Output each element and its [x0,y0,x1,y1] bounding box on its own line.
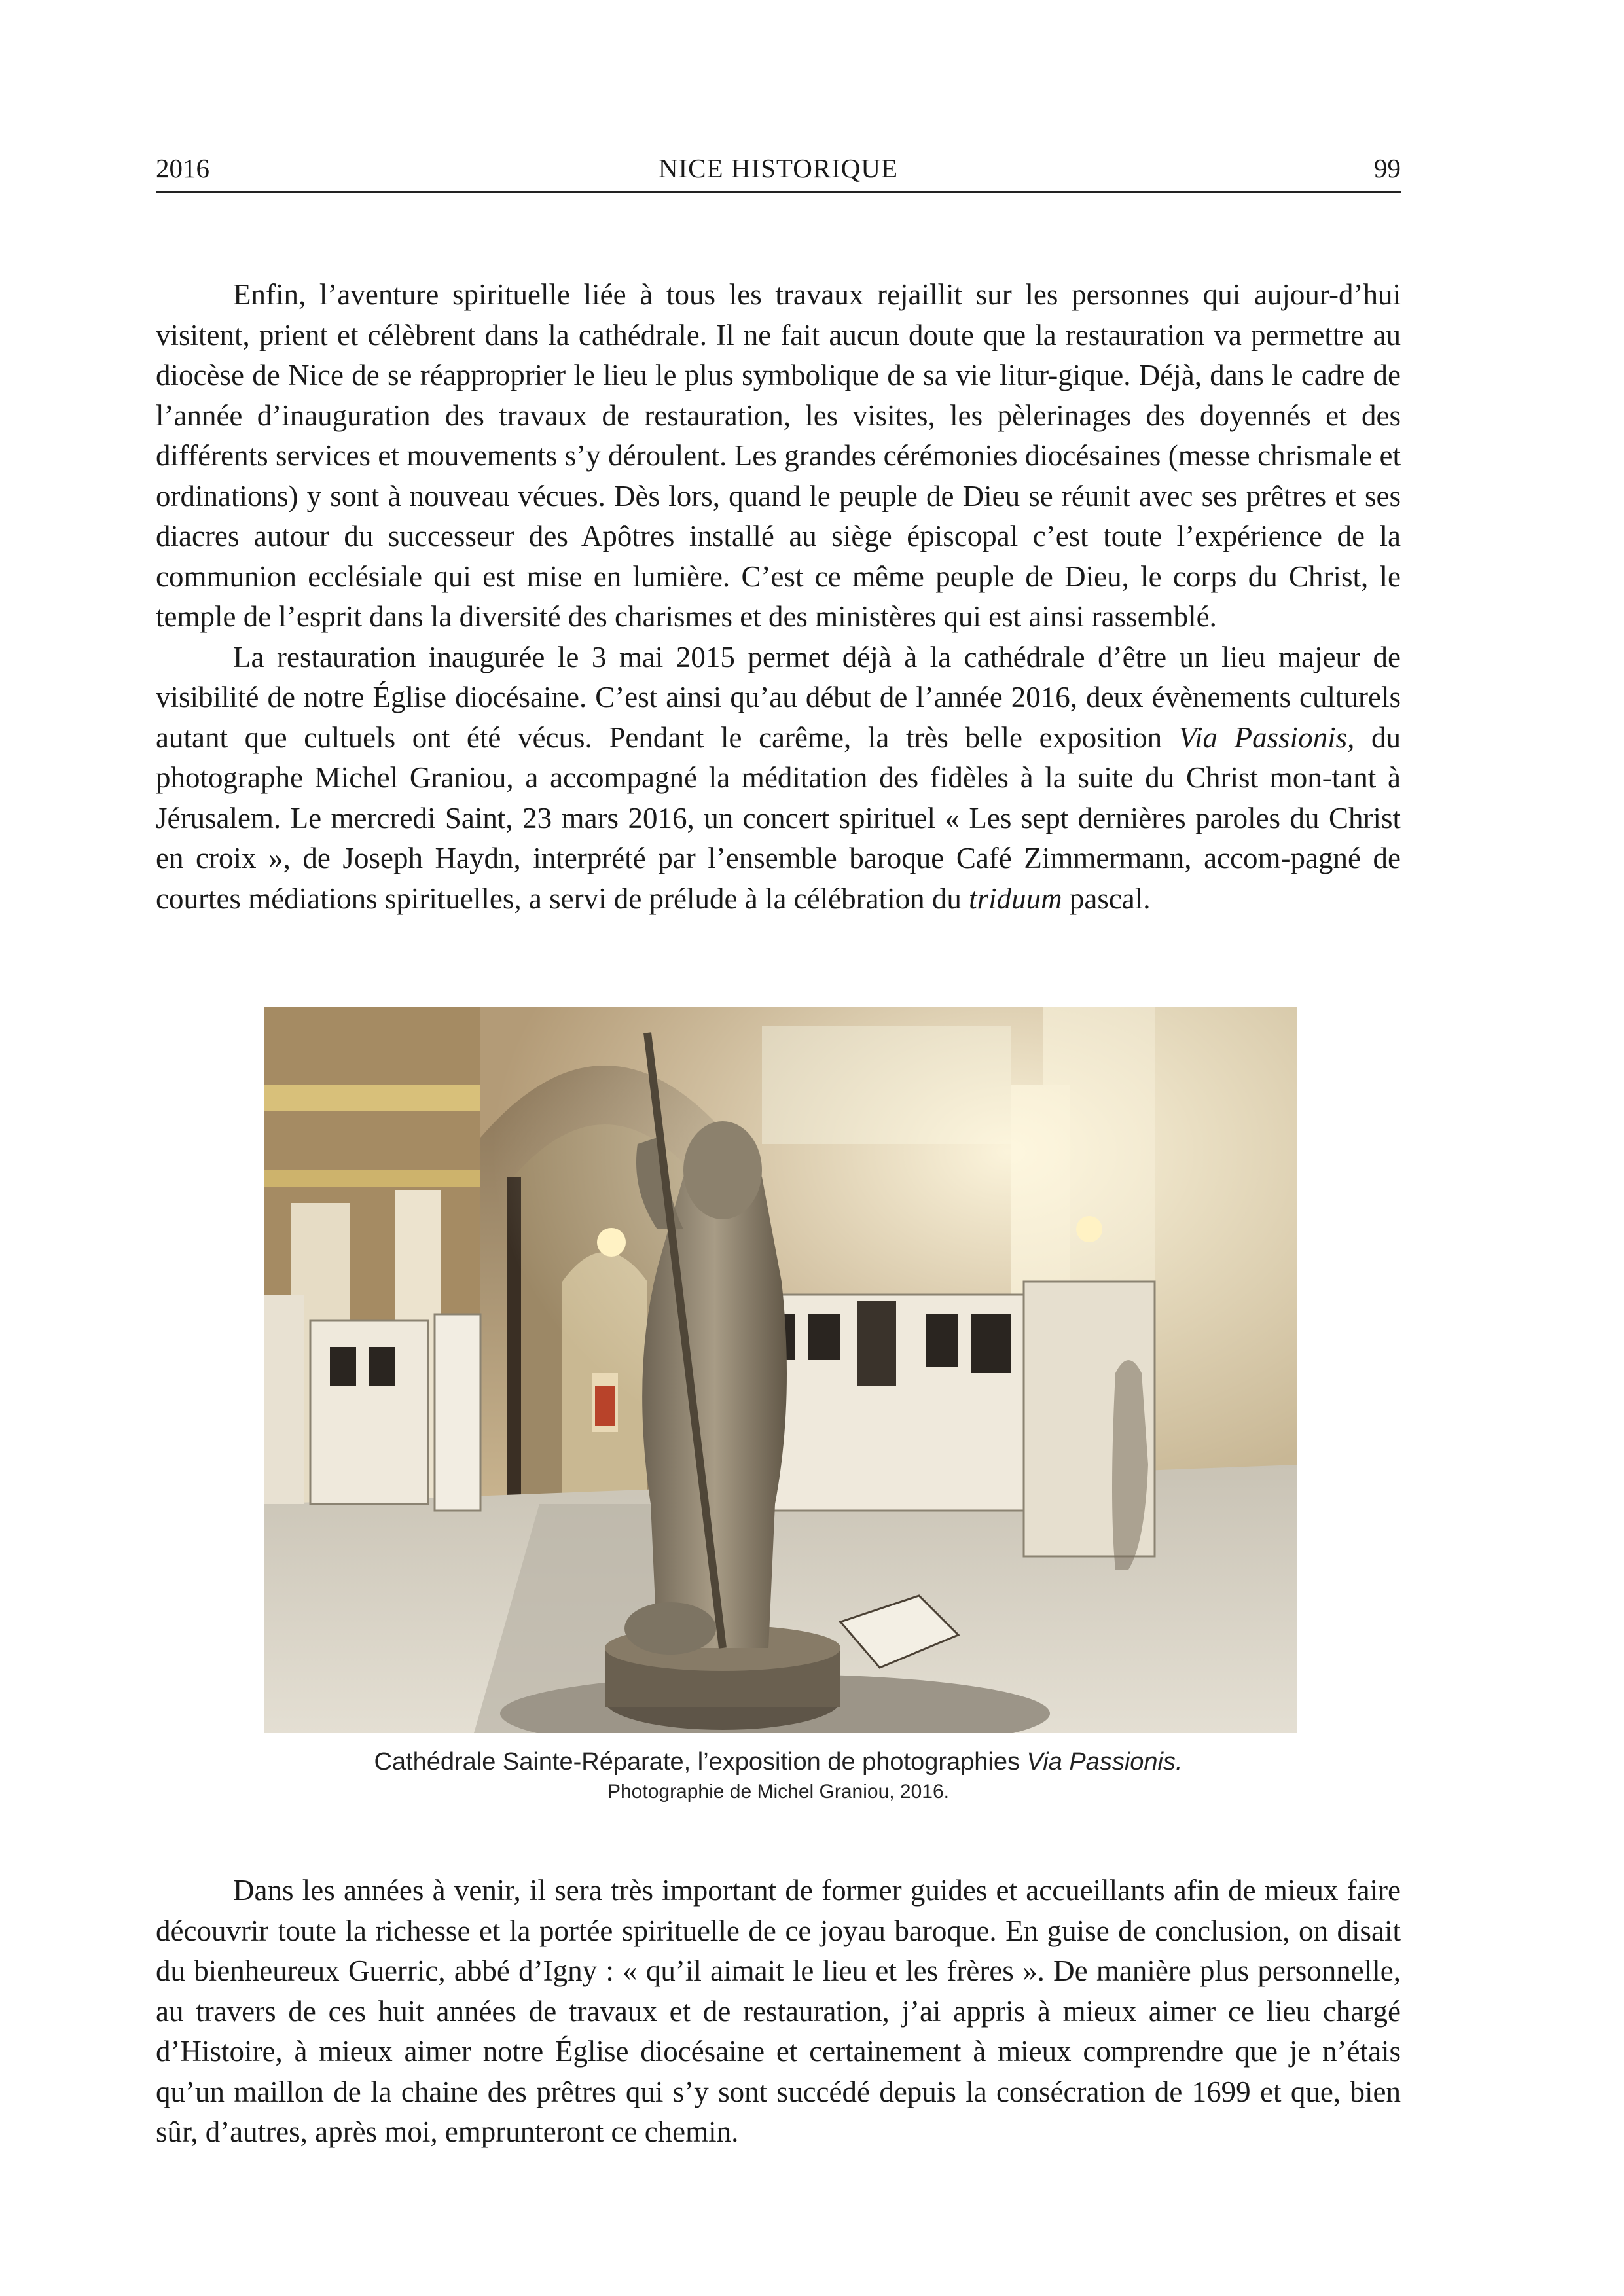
body-text-bottom [156,1871,1401,2153]
running-header [156,145,1401,193]
page-number: 99 [1374,153,1401,183]
body-text-top [156,275,1401,919]
triduum-term: triduum [969,882,1062,915]
paragraph-2 [156,637,1401,920]
cathedral-interior-illustration [264,1007,1297,1733]
exhibition-title: Via Passionis, [1178,721,1355,754]
figure-caption [156,1746,1401,1778]
journal-title: NICE HISTORIQUE [658,153,899,183]
cathedral-photograph [264,1007,1297,1733]
caption-text: Cathédrale Sainte-Réparate, l’exposition de photographies [374,1748,1027,1776]
header-year: 2016 [156,153,209,183]
paragraph-2-text-b: du photographe Michel Graniou, a accompagné la méditation des fidèles à la suite du Christ mon-tant à Jérusalem. Le mercredi Saint, 23 mars 2016, un concert spirituel « Les sept dernières paroles du Christ en croix », de Joseph Haydn, interprété par l’ensemble baroque Café Zimmermann, accom-pagné de courtes médiations spirituelles, a servi de prélude à la célébration du [156,721,1401,915]
paragraph-2-text-a: La restauration inaugurée le 3 mai 2015 permet déjà à la cathédrale d’être un lieu majeur de visibilité de notre Église diocésaine. C’est ainsi qu’au début de l’année 2016, deux évènements culturels autant que cultuels ont été vécus. Pendant le carême, la très belle exposition [156,640,1401,754]
paragraph-1: Enfin, l’aventure spirituelle liée à tous les travaux rejaillit sur les personnes qui aujour-d’hui visitent, prient et célèbrent dans la cathédrale. Il ne fait aucun doute que la restauration va permettre au diocèse de Nice de se réapproprier le lieu le plus symbolique de sa vie litur-gique. Déjà, dans le cadre de l’année d’inauguration des travaux de restauration, les visites, les pèlerinages des doyennés et des différents services et mouvements s’y déroulent. Les grandes cérémonies diocésaines (messe chrismale et ordinations) y sont à nouveau vécues. Dès lors, quand le peuple de Dieu se réunit avec ses prêtres et ses diacres autour du successeur des Apôtres installé au siège épiscopal c’est toute l’expérience de la communion ecclésiale qui est mise en lumière. C’est ce même peuple de Dieu, le corps du Christ, le temple de l’esprit dans la diversité des charismes et des ministères qui est ainsi rassemblé. [156,278,1401,633]
paragraph-2-text-c: pascal. [1062,882,1151,915]
caption-exhibition-title: Via Passionis. [1026,1748,1183,1776]
paragraph-3: Dans les années à venir, il sera très important de former guides et accueillants afin de mieux faire découvrir toute la richesse et la portée spirituelle de ce joyau baroque. En guise de conclusion, on disait du bienheureux Guerric, abbé d’Igny : « qu’il aimait le lieu et les frères ». De manière plus personnelle, au travers de ces huit années de travaux et de restauration, j’ai appris à mieux aimer ce lieu chargé d’Histoire, à mieux aimer notre Église diocésaine et certainement à mieux comprendre que je n’étais qu’un maillon de la chaine des prêtres qui s’y sont succédé depuis la consécration de 1699 et que, bien sûr, d’autres, après moi, emprunteront ce chemin. [156,1874,1401,2148]
photo-credit: Photographie de Michel Graniou, 2016. [607,1781,949,1803]
